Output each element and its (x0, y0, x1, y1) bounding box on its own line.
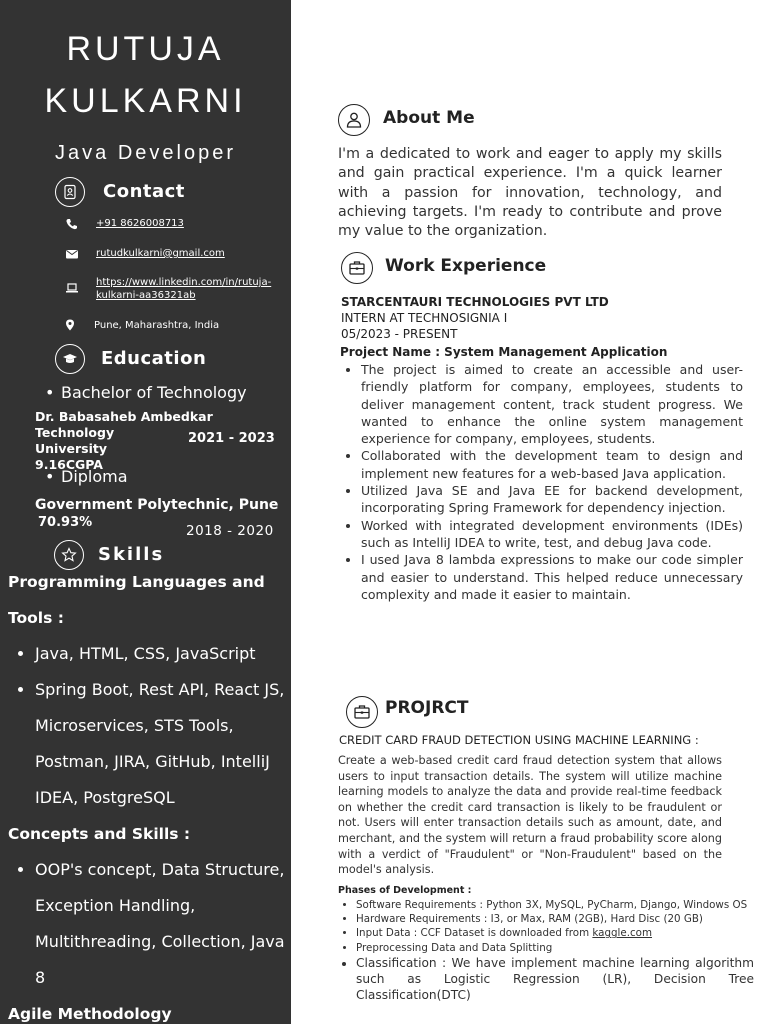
phase-item: • Preprocessing Data and Data Splitting (356, 941, 754, 955)
email-link[interactable]: rutudkulkarni@gmail.com (96, 248, 225, 259)
phase-input-text: Input Data : CCF Dataset is downloaded from (356, 927, 593, 940)
phase-item (356, 926, 754, 940)
name-first: RUTUJA (66, 30, 225, 68)
envelope-icon (65, 248, 79, 260)
phase-item: • Hardware Requirements : I3, or Max, RAM (2GB), Hard Disc (20 GB) (356, 912, 754, 926)
university-years: 2021 - 2023 (188, 431, 275, 446)
phone-icon (65, 218, 79, 230)
phone-link[interactable]: +91 8626008713 (96, 218, 184, 229)
about-text: I'm a dedicated to work and eager to apply my skills and gain practical experience. I'm a quick learner with a passion for innovation, technology, and achieving targets. I'm ready to contribute and prove my value to the organization. (338, 146, 722, 240)
polytechnic-years: 2018 - 2020 (186, 523, 274, 539)
laptop-icon (65, 282, 79, 294)
degree-bachelor: • Bachelor of Technology (61, 383, 247, 402)
skills-heading: Skills (98, 544, 165, 565)
phase-item: • Software Requirements : Python 3X, MySQL, PyCharm, Django, Windows OS (356, 898, 754, 912)
education-heading: Education (101, 348, 207, 369)
work-bullet: • Collaborated with the development team to design and implement new features for a web-based Java application. (361, 447, 743, 482)
skills-sub1-line2: Tools : (8, 609, 64, 627)
briefcase-icon (341, 252, 373, 284)
project-description: Create a web-based credit card fraud detection system that allows users to input transaction details. The system will utilize machine learning models to analyze the data and provide real-time feedback on whether the credit card transaction is likely to be fraudulent or not. Users will enter transaction details such as amount, date, and merchant, and the system will return a fraud probability score along with a verdict of "Fraudulent" or "Non-Fraudulent" based on the model's analysis. (338, 754, 722, 877)
linkedin-line2: kulkarni-aa36321ab (96, 290, 196, 301)
skills-sub1-line1: Programming Languages and (8, 573, 265, 591)
skills-languages-list (8, 636, 286, 816)
work-bullet: • The project is aimed to create an accessible and user-friendly platform for company, employees, students to deliver management content, track student progress. We wanted to enhance the online system management experience for company, employees, students. (361, 361, 743, 447)
sidebar (0, 0, 291, 1024)
linkedin-link[interactable] (96, 276, 271, 302)
university-line2: University (35, 441, 107, 456)
job-title: Java Developer (55, 142, 236, 164)
project-name: Project Name : System Management Application (340, 345, 668, 359)
work-bullets (341, 361, 743, 603)
skills-subheading-agile: Agile Methodology (8, 1005, 172, 1023)
skills-subheading-languages (8, 564, 286, 636)
skills-list (8, 564, 286, 1024)
name-last: KULKARNI (44, 82, 247, 120)
location-text: Pune, Maharashtra, India (94, 320, 220, 331)
skill-item: • OOP's concept, Data Structure, Exception Handling, Multithreading, Collection, Java 8 (35, 852, 286, 996)
work-heading: Work Experience (385, 256, 547, 276)
work-bullet: • I used Java 8 lambda expressions to make our code simpler and easier to understand. This helped reduce unnecessary complexity and made it easier to maintain. (361, 551, 743, 603)
work-bullet: • Worked with integrated development environments (IDEs) such as IntelliJ IDEA to write, test, and debug Java code. (361, 517, 743, 552)
graduation-cap-icon (55, 344, 85, 374)
user-icon (338, 104, 370, 136)
polytechnic-grade: 70.93% (38, 515, 93, 530)
skill-item: • Java, HTML, CSS, JavaScript (35, 636, 286, 672)
kaggle-link[interactable]: kaggle.com (592, 927, 653, 940)
briefcase-icon (346, 696, 378, 728)
phases-list (338, 898, 754, 1004)
address-book-icon (55, 177, 85, 207)
skills-concepts-list (8, 852, 286, 996)
skills-subheading-concepts: Concepts and Skills : (8, 825, 191, 843)
polytechnic-name: Government Polytechnic, Pune (35, 497, 279, 513)
company-name: STARCENTAURI TECHNOLOGIES PVT LTD (341, 295, 609, 309)
university-line1: Dr. Babasaheb Ambedkar Technology (35, 409, 213, 440)
job-role: INTERN AT TECHNOSIGNIA I (341, 311, 508, 325)
contact-heading: Contact (103, 181, 185, 202)
degree-diploma: • Diploma (61, 467, 128, 486)
linkedin-line1: https://www.linkedin.com/in/rutuja- (96, 277, 272, 288)
project-title: CREDIT CARD FRAUD DETECTION USING MACHINE LEARNING : (339, 733, 699, 747)
university-grade: 9.16CGPA (35, 457, 103, 472)
job-dates: 05/2023 - PRESENT (341, 327, 458, 341)
map-pin-icon (63, 319, 77, 331)
phase-item: • Classification : We have implement machine learning algorithm such as Logistic Regression (LR), Decision Tree Classification(DTC) (356, 955, 754, 1004)
phases-heading: Phases of Development : (338, 885, 472, 896)
about-heading: About Me (383, 108, 475, 128)
skill-item: • Spring Boot, Rest API, React JS, Microservices, STS Tools, Postman, JIRA, GitHub, IntelliJ IDEA, PostgreSQL (35, 672, 286, 816)
work-bullet: • Utilized Java SE and Java EE for backend development, incorporating Spring Framework for dependency injection. (361, 482, 743, 517)
project-heading: PROJRCT (385, 698, 469, 718)
